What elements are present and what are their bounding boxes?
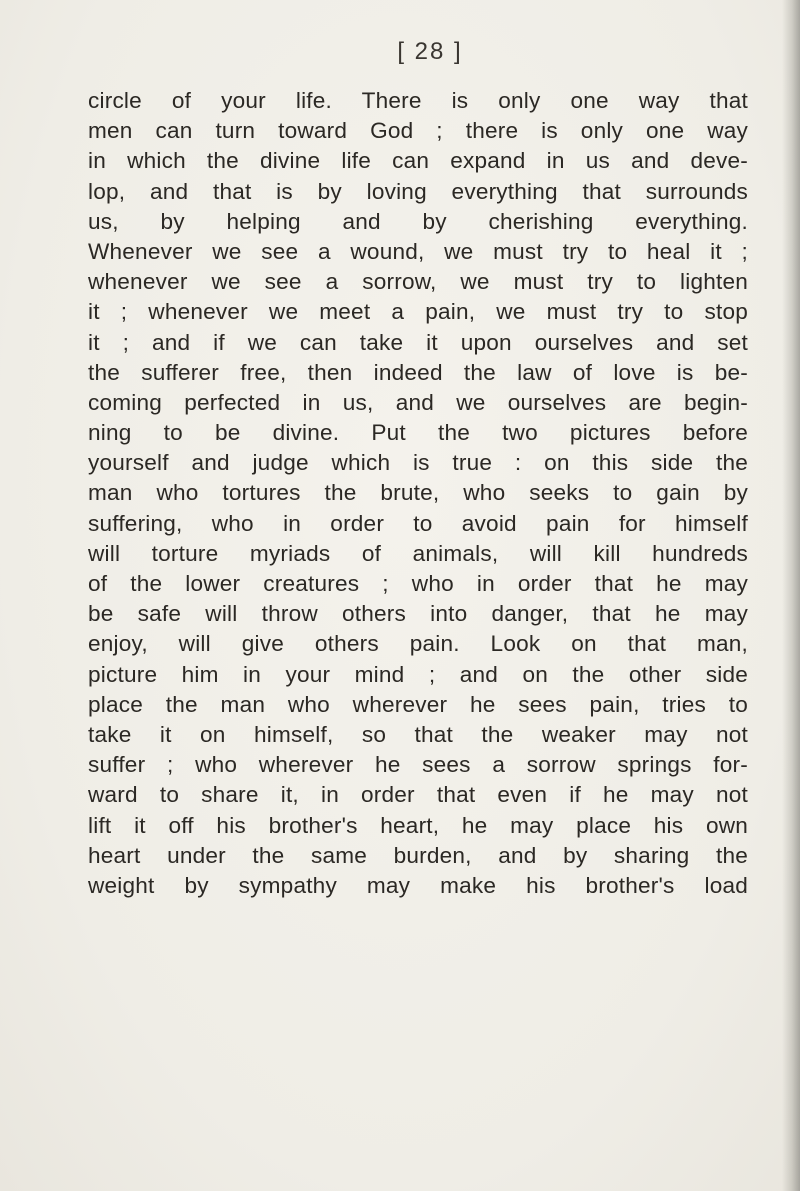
text-line: lop, and that is by loving everything that surrounds	[88, 178, 748, 204]
text-line: whenever we see a sorrow, we must try to lighten	[88, 269, 748, 295]
text-line: of the lower creatures ; who in order that he may	[88, 571, 748, 596]
text-line: Whenever we see a wound, we must try to heal it ;	[88, 238, 748, 264]
text-line: heart under the same burden, and by sharing the	[88, 842, 748, 868]
text-line: it ; whenever we meet a pain, we must try to stop	[88, 299, 748, 325]
text-line: be safe will throw others into danger, that he may	[88, 601, 748, 627]
text-line: take it on himself, so that the weaker may not	[88, 721, 748, 747]
page-edge-shadow	[782, 0, 800, 1191]
text-line: men can turn toward God ; there is only one way	[88, 118, 748, 144]
text-line: enjoy, will give others pain. Look on that man,	[88, 631, 748, 657]
text-line: yourself and judge which is true : on this side the	[88, 450, 748, 476]
text-line: the sufferer free, then indeed the law of love is be-	[88, 359, 748, 385]
text-line: will torture myriads of animals, will kill hundreds	[88, 540, 748, 566]
text-line: suffering, who in order to avoid pain for himself	[88, 510, 748, 536]
text-line: ning to be divine. Put the two pictures before	[88, 420, 748, 446]
text-line: ward to share it, in order that even if he may not	[88, 782, 748, 808]
text-line: coming perfected in us, and we ourselves are begin-	[88, 389, 748, 415]
text-line: lift it off his brother's heart, he may place his own	[88, 812, 748, 838]
text-line: suffer ; who wherever he sees a sorrow springs for-	[88, 752, 748, 778]
text-line: weight by sympathy may make his brother's load	[88, 872, 748, 898]
text-line: place the man who wherever he sees pain, tries to	[88, 691, 748, 717]
text-line: in which the divine life can expand in us and deve-	[88, 148, 748, 174]
text-line: it ; and if we can take it upon ourselves and set	[88, 329, 748, 355]
page-number: [ 28 ]	[397, 38, 463, 65]
text-line: picture him in your mind ; and on the other side	[88, 661, 748, 687]
text-line: circle of your life. There is only one way that	[88, 88, 748, 113]
text-line: man who tortures the brute, who seeks to gain by	[88, 480, 748, 506]
body-text	[88, 86, 748, 901]
text-line: us, by helping and by cherishing everything.	[88, 208, 748, 234]
